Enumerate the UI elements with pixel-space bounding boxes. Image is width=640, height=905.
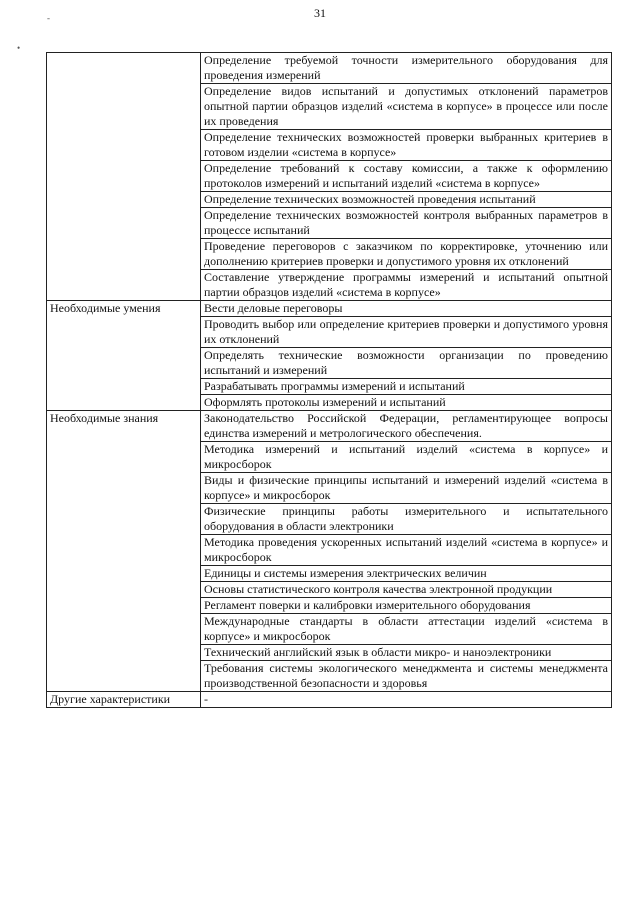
requirement-item: Определение технических возможностей контроля выбранных параметров в процессе испытаний <box>201 208 612 239</box>
requirement-item: Определять технические возможности организации по проведению испытаний и измерений <box>201 348 612 379</box>
section-label: Необходимые умения <box>47 301 201 411</box>
page-number: 31 <box>314 6 326 20</box>
requirement-item: Определение видов испытаний и допустимых отклонений параметров опытной партии образцов изделий «система в корпусе» в процессе или после их проведения <box>201 84 612 130</box>
requirement-item: Проводить выбор или определение критериев проверки и допустимого уровня их отклонений <box>201 317 612 348</box>
scan-mark-dot: • <box>17 43 21 53</box>
requirement-item: Методика измерений и испытаний изделий «система в корпусе» и микросборок <box>201 442 612 473</box>
requirement-item: Определение требуемой точности измерительного оборудования для проведения измерений <box>201 53 612 84</box>
requirement-item: Требования системы экологического менеджмента и системы менеджмента производственной безопасности и здоровья <box>201 661 612 692</box>
requirement-item: Единицы и системы измерения электрических величин <box>201 566 612 582</box>
requirement-item: - <box>201 692 612 708</box>
competency-table <box>46 52 612 708</box>
section-label <box>47 53 201 301</box>
scan-mark-dash: - <box>47 13 50 23</box>
requirement-item: Международные стандарты в области аттестации изделий «система в корпусе» и микросборок <box>201 614 612 645</box>
table-row <box>47 411 612 442</box>
requirement-item: Основы статистического контроля качества электронной продукции <box>201 582 612 598</box>
requirement-item: Разрабатывать программы измерений и испытаний <box>201 379 612 395</box>
requirement-item: Вести деловые переговоры <box>201 301 612 317</box>
requirement-item: Оформлять протоколы измерений и испытаний <box>201 395 612 411</box>
competency-table-body <box>47 53 612 708</box>
requirement-item: Технический английский язык в области микро- и наноэлектроники <box>201 645 612 661</box>
requirement-item: Определение требований к составу комиссии, а также к оформлению протоколов измерений и испытаний изделий «система в корпусе» <box>201 161 612 192</box>
requirement-item: Составление утверждение программы измерений и испытаний опытной партии образцов изделий «система в корпусе» <box>201 270 612 301</box>
requirement-item: Определение технических возможностей проверки выбранных критериев в готовом изделии «система в корпусе» <box>201 130 612 161</box>
table-row <box>47 301 612 317</box>
requirement-item: Определение технических возможностей проведения испытаний <box>201 192 612 208</box>
requirement-item: Регламент поверки и калибровки измерительного оборудования <box>201 598 612 614</box>
section-label: Другие характеристики <box>47 692 201 708</box>
requirement-item: Физические принципы работы измерительного и испытательного оборудования в области электроники <box>201 504 612 535</box>
requirement-item: Методика проведения ускоренных испытаний изделий «система в корпусе» и микросборок <box>201 535 612 566</box>
requirement-item: Проведение переговоров с заказчиком по корректировке, уточнению или дополнению критериев проверки и допустимого уровня их отклонений <box>201 239 612 270</box>
requirement-item: Виды и физические принципы испытаний и измерений изделий «система в корпусе» и микросборок <box>201 473 612 504</box>
table-row <box>47 692 612 708</box>
table-row <box>47 53 612 84</box>
section-label: Необходимые знания <box>47 411 201 692</box>
requirement-item: Законодательство Российской Федерации, регламентирующее вопросы единства измерений и метрологического обеспечения. <box>201 411 612 442</box>
